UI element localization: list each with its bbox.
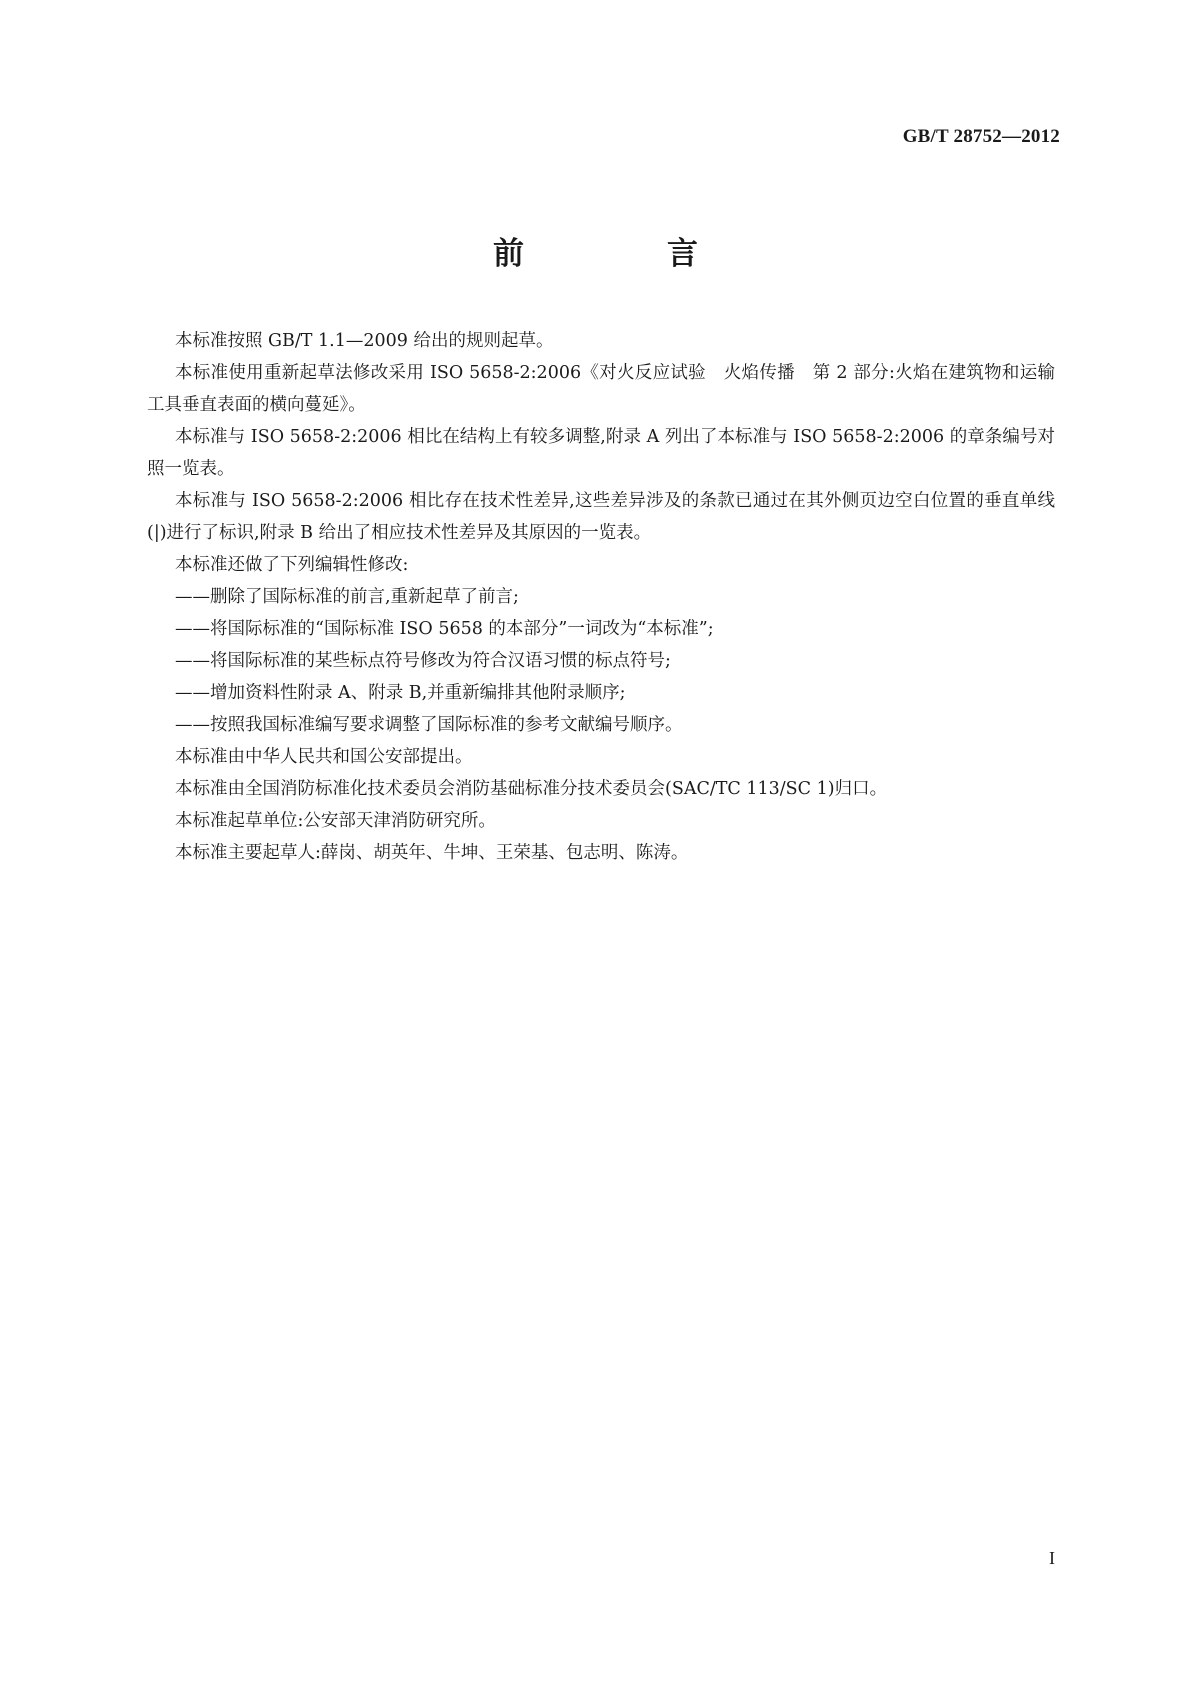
list-item: ——将国际标准的“国际标准 ISO 5658 的本部分”一词改为“本标准”; [175, 619, 714, 639]
paragraph: 本标准起草单位:公安部天津消防研究所。 [175, 811, 496, 831]
list-item: ——按照我国标准编写要求调整了国际标准的参考文献编号顺序。 [175, 715, 683, 735]
page-number: I [1049, 1548, 1055, 1568]
paragraph: 本标准与 ISO 5658-2:2006 相比存在技术性差异,这些差异涉及的条款已通过在其外侧页边空白位置的垂直单线(|)进行了标识,附录 B 给出了相应技术性差异及其原因的一览表。 [147, 491, 1055, 543]
paragraph: 本标准还做了下列编辑性修改: [175, 555, 409, 575]
foreword-body [147, 325, 1055, 869]
list-item: ——将国际标准的某些标点符号修改为符合汉语习惯的标点符号; [175, 651, 671, 671]
paragraph: 本标准与 ISO 5658-2:2006 相比在结构上有较多调整,附录 A 列出了本标准与 ISO 5658-2:2006 的章条编号对照一览表。 [147, 427, 1055, 479]
paragraph: 本标准由全国消防标准化技术委员会消防基础标准分技术委员会(SAC/TC 113/SC 1)归口。 [175, 779, 888, 799]
list-item: ——删除了国际标准的前言,重新起草了前言; [175, 587, 519, 607]
list-item: ——增加资料性附录 A、附录 B,并重新编排其他附录顺序; [175, 683, 626, 703]
paragraph: 本标准由中华人民共和国公安部提出。 [175, 747, 473, 767]
standard-code: GB/T 28752—2012 [902, 126, 1060, 147]
paragraph: 本标准按照 GB/T 1.1—2009 给出的规则起草。 [175, 331, 554, 351]
page-title: 前 言 [493, 236, 754, 272]
paragraph: 本标准使用重新起草法修改采用 ISO 5658-2:2006《对火反应试验 火焰传播 第 2 部分:火焰在建筑物和运输工具垂直表面的横向蔓延》。 [147, 363, 1055, 415]
paragraph: 本标准主要起草人:薛岗、胡英年、牛坤、王荣基、包志明、陈涛。 [175, 843, 689, 863]
